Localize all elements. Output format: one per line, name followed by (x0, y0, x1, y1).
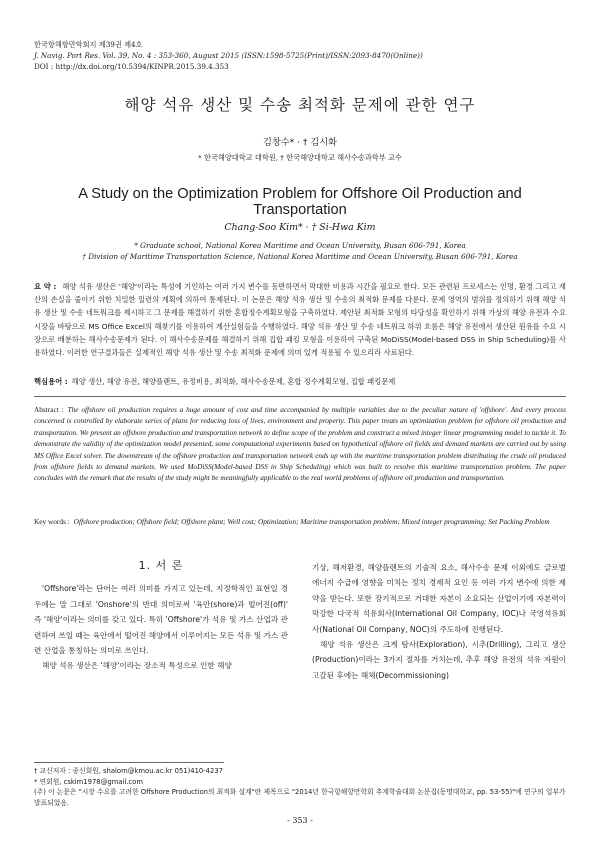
body-column-right (312, 560, 566, 683)
keywords-korean (34, 377, 566, 387)
abstract-english-label: Abstract : (34, 405, 64, 414)
title-korean: 해양 석유 생산 및 수송 최적화 문제에 관한 연구 (124, 96, 476, 114)
keywords-korean-text: 해양 생산, 해양 유전, 해양플랜트, 유정비용, 최적화, 해사수송문제, 혼합 정수계획모형, 집합 패킹문제 (71, 377, 396, 386)
abstract-korean-label: 요 약 : (34, 282, 57, 291)
journal-header (34, 40, 566, 72)
footnote: * 연회원, cskim1978@gmail.com (34, 777, 143, 786)
footnotes (34, 766, 566, 808)
abstract-english-text: The offshore oil production requires a huge amount of cost and time accompanied by multiple variables due to the peculiar nature of 'offshore'. And every process concerned is controlled by elaborate series of plans for reducing loss of lives, environment and property. This paper treats an optimization problem for offshore oil production and transportation. We present an offshore production and transportation network to define scope of the problem and construct a mixed integer linear programming model to tackle it. To demonstrate the validity of the optimization model presented, some computational experiments based on hypothetical offshore oil fields and demand markets are carried out by using MS Office Excel solver. The downstream of the offshore production and transportation network ends up with the maritime transportation problem distributing the crude oil produced from offshore fields to demand markets. We used MoDiSS(Model-based DSS in Ship Scheduling) which was built to resolve this maritime transportation problem. The paper concludes with the remark that the results of the study might be meaningfully applicable to the real world problems of offshore oil production and transportation. (34, 405, 566, 483)
paragraph: 'Offshore'라는 단어는 여러 의미를 가지고 있는데, 지정학적인 표현일 경우에는 말 그대로 'Onshore'의 반대 의미로써 '육안(shore)과 떨어진(off)' 즉 '해양'이라는 의미를 갖고 있다. 특히 'Offshore'가 석유 및 가스 산업과 관련하여 쓰일 때는 육안에서 떨어진 해양에서 이루어지는 모든 석유 및 가스 관련 산업을 통칭하는 의미로 쓰인다. (34, 584, 288, 656)
affiliation-english-2: † Division of Maritime Transportation Science, National Korea Maritime and Ocean University, Busan 606-791, Korea (82, 252, 518, 261)
abstract-korean (34, 280, 566, 359)
paragraph: 기상, 해저환경, 해양플랜트의 기술적 요소, 해사수송 문제 이외에도 글로벌 에너지 수급에 영향을 미치는 정치 경제적 요인 등 여러 가지 변수에 의한 제약을 받는다. 또한 장기적으로 거대한 자본이 소요되는 산업이기에 자본력이 막강한 다국적 석유회사(International Oil Company, IOC)나 국영석유회사(National Oil Company, NOC)의 주도하에 진행된다. (312, 563, 566, 634)
footnote: (주) 이 논문은 "시장 수요를 고려한 Offshore Production의 최적화 설계"란 제목으로 "2014년 한국항해항만학회 추계학술대회 논문집(동명대학교, pp. 53-55)"에 연구의 일부가 발표되었음. (34, 788, 566, 807)
doi-line: DOI : http://dx.doi.org/10.5394/KINPR.2015.39.4.353 (34, 61, 229, 71)
authors-korean: 김창수* · † 김시화 (262, 137, 338, 148)
journal-citation: J. Navig. Port Res. Vol. 39, No. 4 : 353-360, August 2015 (ISSN:1598-5725(Print)/ISSN:2093-8470(Online)) (34, 50, 423, 60)
affiliation-english-1: * Graduate school, National Korea Maritime and Ocean University, Busan 606-791, Korea (134, 241, 466, 250)
divider (34, 396, 566, 397)
keywords-english-label: Key words : (34, 517, 70, 526)
page-number: - 353 - (287, 816, 313, 825)
body-column-left (34, 558, 288, 674)
section-heading: 1. 서 론 (138, 559, 184, 572)
keywords-english-text: Offshore production; Offshore field; Offshore plant; Well cost; Optimization; Maritime transportation problem; Mixed integer programming; Set Packing Problem (73, 517, 550, 526)
abstract-korean-text: 해양 석유 생산은 '해양'이라는 특성에 기인하는 여러 가지 변수를 동반하면서 막대한 비용과 시간을 필요로 한다. 모든 관련된 프로세스는 인명, 환경 그리고 재산의 손실을 줄이기 위한 치밀한 일련의 계획에 의하여 통제된다. 이 논문은 해양 석유 생산 및 수송의 최적화 문제를 다룬다. 문제 영역의 범위를 정의하기 위해 해양 석유 생산 및 수송 네트워크를 제시하고 그 문제를 해결하기 위한 혼합정수계획모형을 구축하였다. 제안된 최적화 모형의 타당성을 확인하기 위해 가상의 해양 유전과 수요 시장을 바탕으로 MS Office Excel의 해찾기를 이용하여 계산실험들을 수행하였다. 해양 석유 생산 및 수송 네트워크 하위 흐름은 해양 유전에서 생산된 원유를 수요 시장으로 배분하는 해사수송문제가 된다. 이 해사수송문제를 해결하기 위해 집합 패킹 모형을 이용하여 구축된 MoDiSS(Model-based DSS in Ship Scheduling)를 사용하였다. 이러한 연구결과들은 실제적인 해양 석유 생산 및 수송 최적화 문제에 의미 있게 적용될 수 있으리라 사료된다. (34, 282, 566, 358)
paragraph: 해양 석유 생산은 크게 탐사(Exploration), 시추(Drilling), 그리고 생산(Production)이라는 3가지 절차를 거치는데, 추후 해양 유전의 석유 자원이 고갈된 후에는 해체(Decommissioning) (312, 640, 566, 680)
footnote-divider (34, 762, 224, 763)
abstract-english (34, 404, 566, 484)
paragraph: 해양 석유 생산은 '해양'이라는 장소적 특성으로 인한 해양 (42, 661, 232, 671)
affiliation-korean: * 한국해양대학교 대학원, † 한국해양대학교 해사수송과학부 교수 (198, 153, 402, 162)
affiliation-english (34, 240, 566, 262)
keywords-korean-label: 핵심용어 : (34, 377, 68, 386)
authors-english: Chang-Soo Kim* · † Si-Hwa Kim (224, 222, 376, 233)
footnote: † 교신저자 : 종신회원, shalom@kmou.ac.kr 051)410-4237 (34, 767, 223, 775)
journal-name-ko: 한국항해항만학회지 제39권 제4호 (34, 40, 143, 49)
title-english: A Study on the Optimization Problem for Offshore Oil Production and Transportation (78, 186, 522, 218)
keywords-english (34, 516, 566, 527)
